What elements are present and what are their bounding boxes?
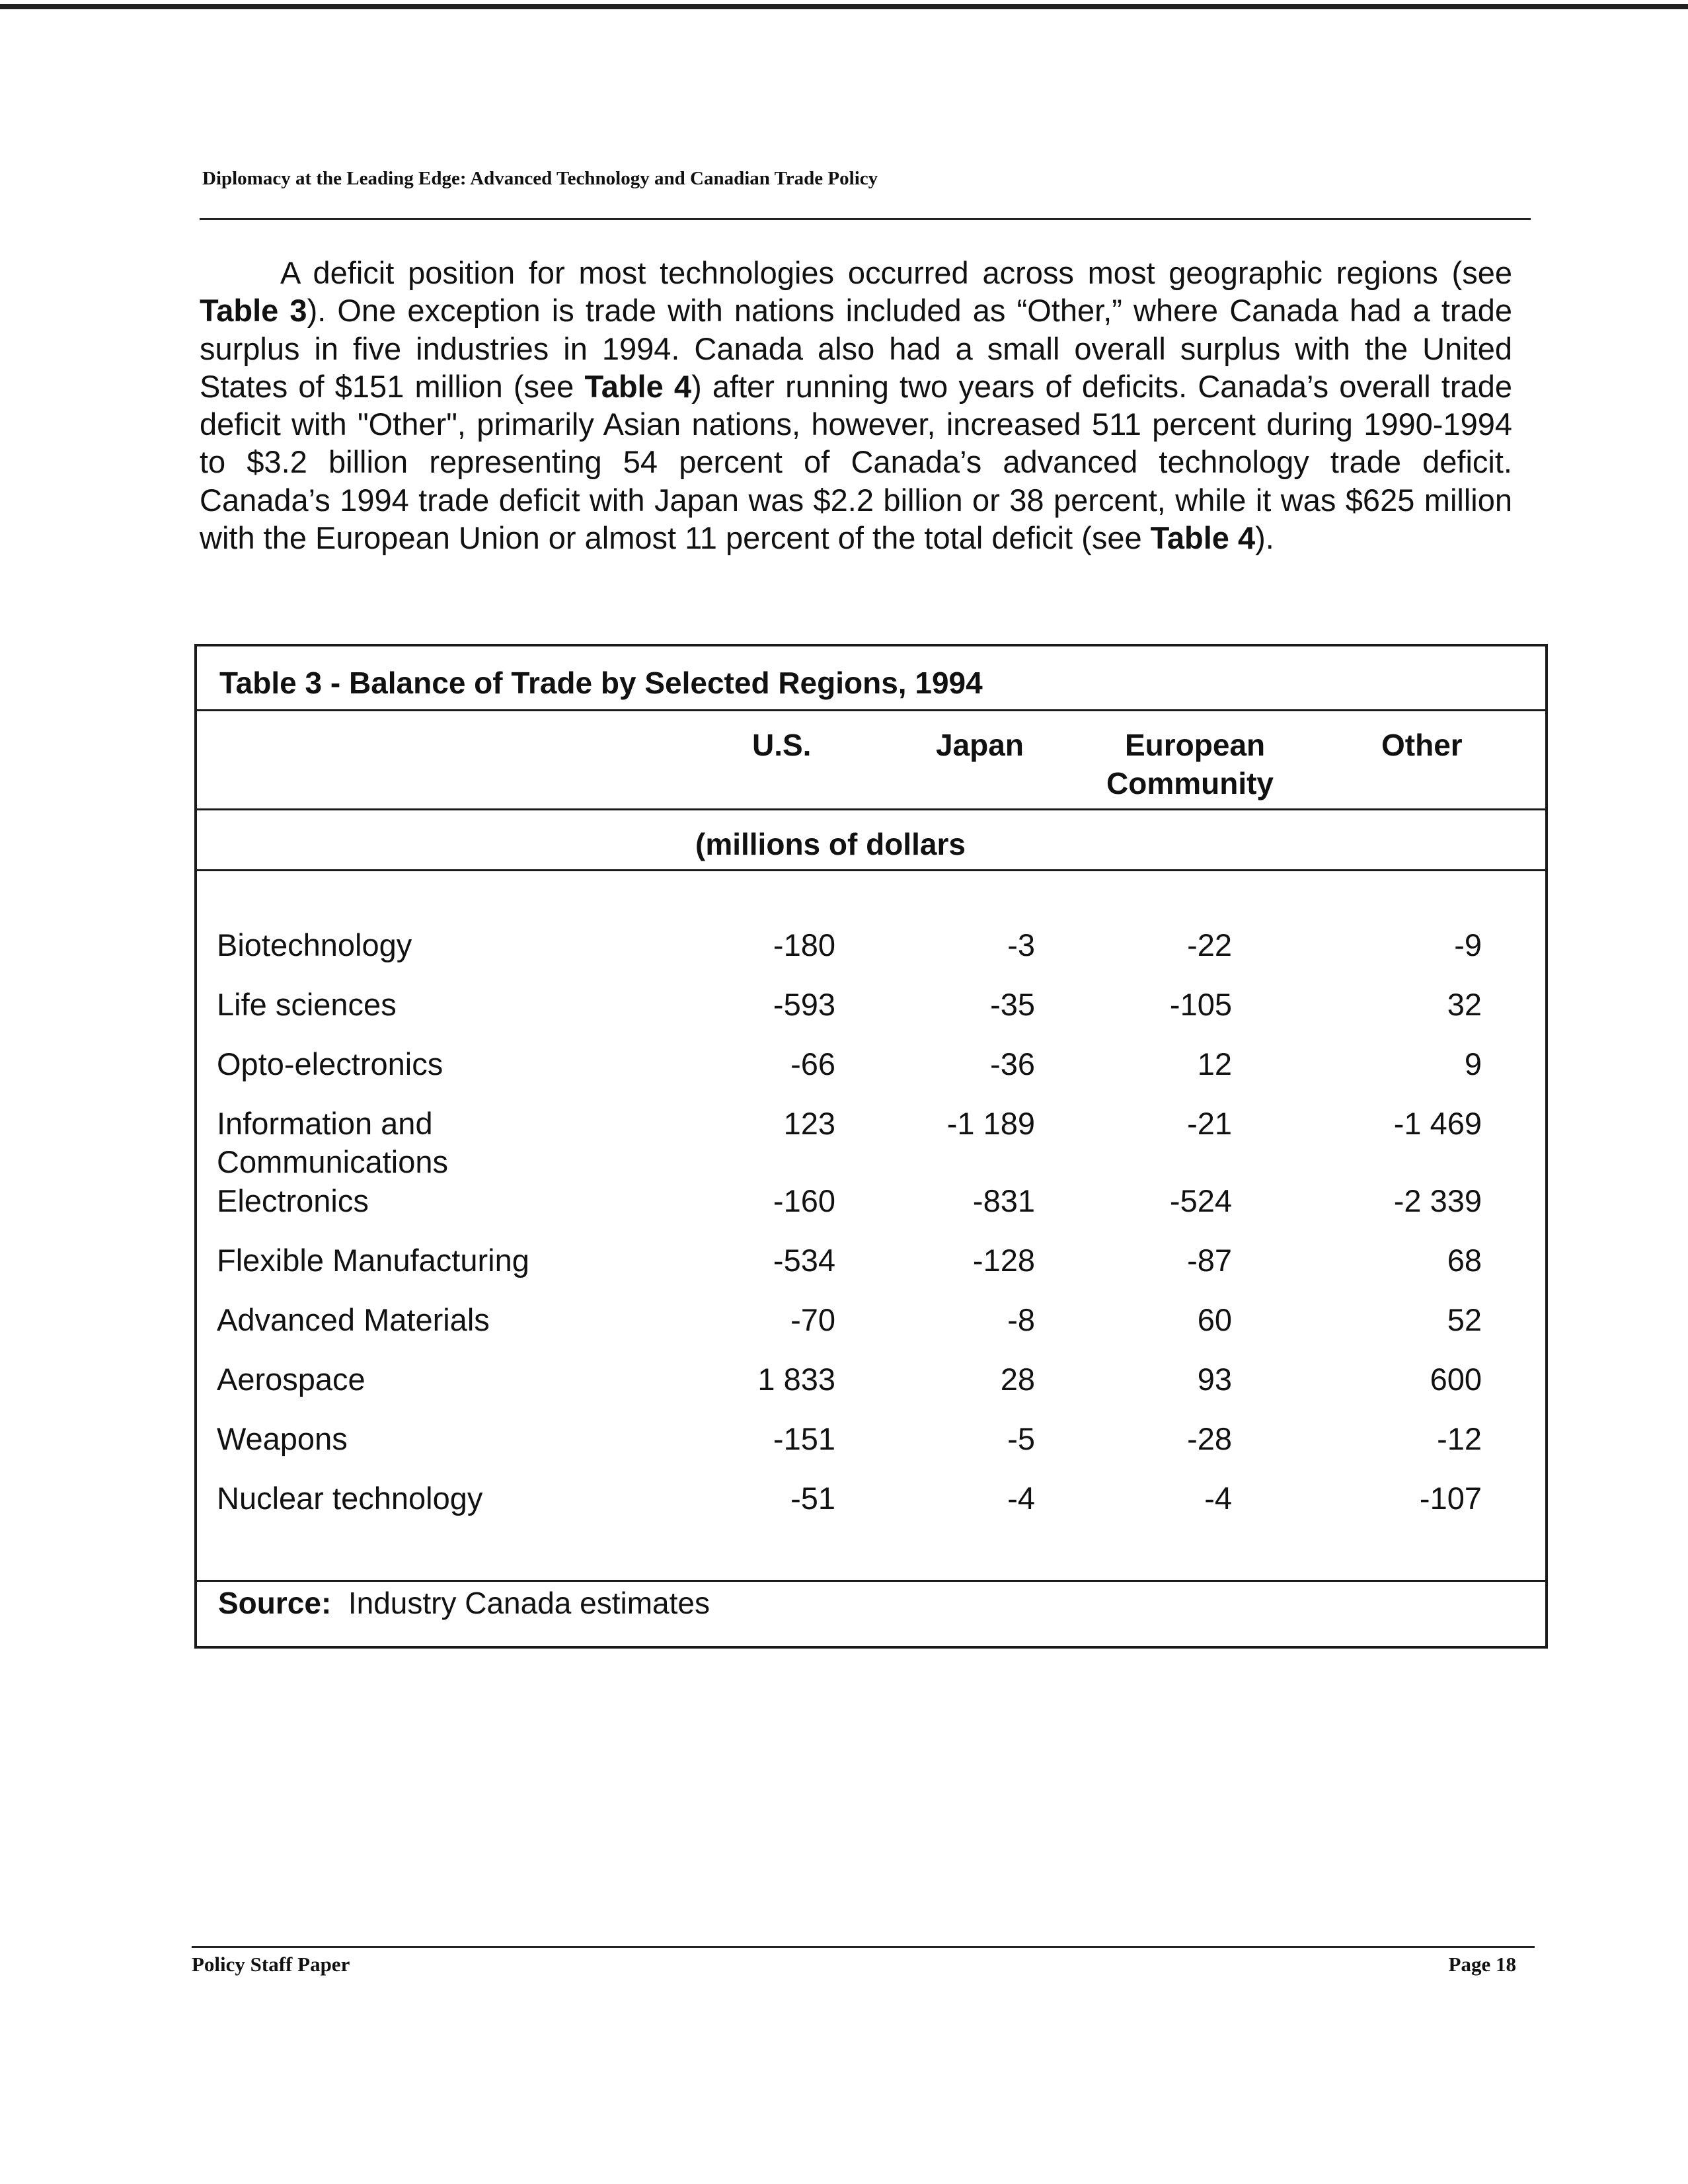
cell-japan: 28	[1000, 1362, 1035, 1397]
table-row	[197, 986, 1545, 1044]
source-text: Industry Canada estimates	[348, 1586, 710, 1620]
cell-japan: -3	[1007, 927, 1035, 962]
cell-japan: -36	[990, 1046, 1035, 1081]
row-label-line: Opto-electronics	[217, 1046, 443, 1081]
running-header: Diplomacy at the Leading Edge: Advanced Technology and Canadian Trade Policy	[202, 168, 878, 189]
row-label-line: Flexible Manufacturing	[217, 1243, 529, 1278]
column-header-japan-text: Japan	[936, 728, 1024, 762]
page-number: Page 18	[1448, 1953, 1516, 1976]
row-label-line: Biotechnology	[217, 927, 412, 962]
cell-other: 600	[1430, 1362, 1482, 1397]
cell-ec: -524	[1169, 1183, 1232, 1218]
row-label-line: Weapons	[217, 1421, 348, 1456]
footer-publication: Policy Staff Paper	[192, 1953, 350, 1976]
paragraph-text: ) after running two years of deficits. Canada’s overall trade deficit with "Other", primarily Asian nations, however, increased 511 percent during 1990-1994 to $3.2 billion representing 54 percent of Canada’s advanced technology trade deficit. Canada’s 1994 trade deficit with Japan was $2.2 billion or 38 percent, while it was $625 million with the European Union or almost 11 percent of the total deficit (see	[200, 368, 1512, 556]
top-border-rule	[0, 4, 1688, 9]
units-rule	[197, 869, 1545, 871]
source-label: Source:	[218, 1586, 332, 1620]
row-label	[217, 1182, 369, 1220]
column-header-ec-line1: European	[1125, 728, 1266, 762]
cell-other: 52	[1447, 1302, 1482, 1337]
row-label	[217, 1420, 348, 1458]
cell-us: -534	[773, 1243, 835, 1278]
paragraph-text: ).	[1255, 520, 1274, 556]
cell-us: -160	[773, 1183, 835, 1218]
column-header-us	[752, 726, 811, 764]
column-header-european-community	[1106, 726, 1274, 802]
column-header-other-text: Other	[1381, 728, 1463, 762]
cell-ec: 93	[1197, 1362, 1232, 1397]
table-row	[197, 1182, 1545, 1240]
cell-ec: 12	[1197, 1046, 1232, 1081]
cell-ec: -28	[1187, 1421, 1232, 1456]
column-header-japan	[936, 726, 1024, 764]
cell-ec: -105	[1169, 987, 1232, 1022]
cell-ec: -22	[1187, 927, 1232, 962]
row-label	[217, 1479, 482, 1518]
footer-rule	[192, 1946, 1535, 1948]
row-label-line: Communications	[217, 1144, 449, 1179]
cell-other: 68	[1447, 1243, 1482, 1278]
column-header-other	[1381, 726, 1463, 764]
cell-other: 9	[1464, 1046, 1482, 1081]
cell-us: 123	[783, 1106, 835, 1141]
row-label	[217, 1045, 443, 1083]
header-rule	[200, 218, 1531, 220]
cell-japan: -128	[972, 1243, 1035, 1278]
table-row	[197, 1479, 1545, 1538]
table-row	[197, 1241, 1545, 1300]
column-header-ec-line2: Community	[1106, 766, 1274, 800]
cell-ec: -21	[1187, 1106, 1232, 1141]
cell-japan: -35	[990, 987, 1035, 1022]
row-label-line: Information and	[217, 1106, 433, 1141]
cell-japan: -831	[972, 1183, 1035, 1218]
table-3	[194, 644, 1548, 1649]
cell-ec: -4	[1204, 1481, 1232, 1516]
cell-japan: -4	[1007, 1481, 1035, 1516]
table-row	[197, 1360, 1545, 1419]
cell-ec: 60	[1197, 1302, 1232, 1337]
table-row	[197, 1045, 1545, 1103]
row-label-line: Aerospace	[217, 1362, 365, 1397]
cell-other: -12	[1437, 1421, 1482, 1456]
row-label	[217, 986, 397, 1024]
row-label	[217, 1241, 529, 1280]
cell-ec: -87	[1187, 1243, 1232, 1278]
source-rule	[197, 1580, 1545, 1582]
row-label	[217, 1105, 448, 1181]
table-title-rule	[197, 709, 1545, 711]
cell-us: -66	[790, 1046, 835, 1081]
table-row	[197, 1420, 1545, 1478]
row-label-line: Life sciences	[217, 987, 397, 1022]
table-title: Table 3 - Balance of Trade by Selected Regions, 1994	[219, 666, 983, 700]
table-reference: Table 3	[200, 293, 307, 329]
cell-other: -9	[1454, 927, 1482, 962]
cell-other: -107	[1419, 1481, 1482, 1516]
cell-us: -51	[790, 1481, 835, 1516]
row-label-line: Advanced Materials	[217, 1302, 490, 1337]
table-reference: Table 4	[584, 368, 692, 404]
row-label-line: Nuclear technology	[217, 1481, 483, 1516]
column-header-rule	[197, 808, 1545, 810]
cell-us: -151	[773, 1421, 835, 1456]
cell-other: 32	[1447, 987, 1482, 1022]
cell-us: -70	[790, 1302, 835, 1337]
table-row	[197, 926, 1545, 984]
cell-us: -593	[773, 987, 835, 1022]
column-header-us-text: U.S.	[752, 728, 812, 762]
table-row	[197, 1301, 1545, 1359]
row-label	[217, 1360, 365, 1399]
cell-japan: -5	[1007, 1421, 1035, 1456]
table-row	[197, 1105, 1545, 1179]
cell-us: -180	[773, 927, 835, 962]
body-paragraph	[200, 254, 1512, 557]
cell-japan: -8	[1007, 1302, 1035, 1337]
cell-japan: -1 189	[946, 1106, 1035, 1141]
paragraph-text: A deficit position for most technologies occurred across most geographic regions (see	[280, 255, 1512, 290]
cell-us: 1 833	[757, 1362, 835, 1397]
row-label	[217, 926, 412, 964]
paragraph-text: ). One exception is trade with nations included as “Other,” where Canada had a trade surplus in five industries in 1994. Canada also had a small overall surplus with the United States of $151 million (see	[200, 293, 1512, 404]
table-reference: Table 4	[1150, 520, 1256, 556]
row-label-line: Electronics	[217, 1183, 369, 1218]
cell-other: -1 469	[1393, 1106, 1482, 1141]
units-label: (millions of dollars	[695, 827, 966, 861]
table-source	[218, 1585, 710, 1621]
cell-other: -2 339	[1393, 1183, 1482, 1218]
row-label	[217, 1301, 490, 1339]
